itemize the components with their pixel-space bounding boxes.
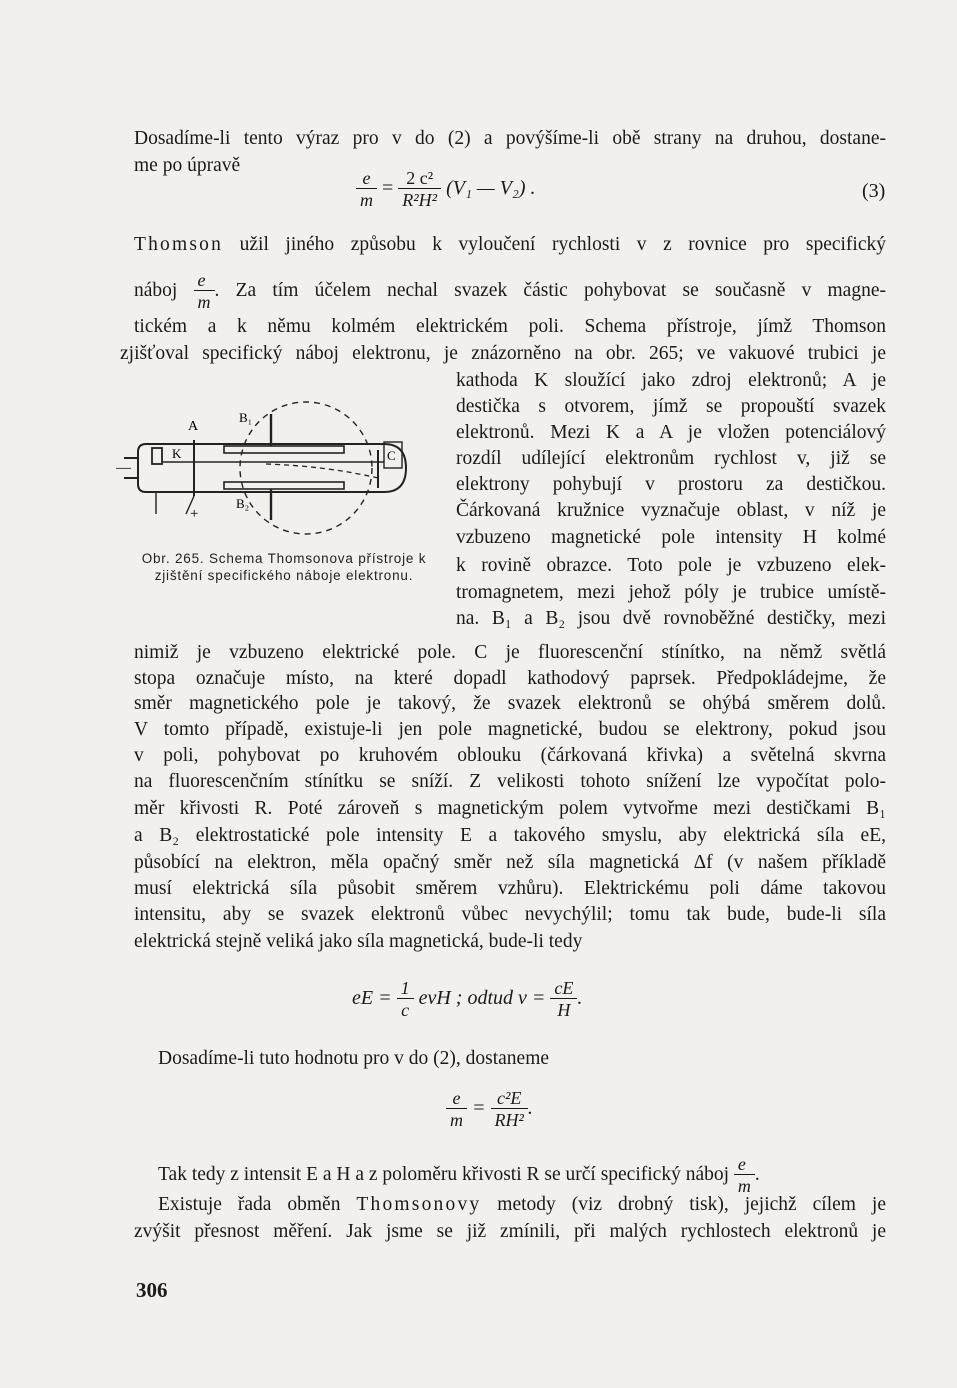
text-line: elektrická stejně veliká jako síla magnetická, bude-li tedy (134, 931, 583, 952)
equation-specific-charge: $\frac{e}{m}$ = $\frac{\text{c²E}}{\text{RH²}}$ . (446, 1088, 533, 1131)
equation-number: (3) (862, 180, 886, 202)
fraction: $\frac{e}{m}$ (194, 270, 215, 313)
magnetic-field-region (240, 402, 372, 534)
text-line: Čárkovaná kružnice vyznačuje oblast, v níž je (456, 500, 886, 521)
text-line: intensitu, aby se svazek elektronů vůbec nevychýlil; tomu tak bude, bude-li síla (134, 904, 886, 925)
fraction: $\frac{1}{c}$ (397, 978, 414, 1021)
fraction: $\frac{\text{2 c²}}{\text{R²H²}}$ (398, 168, 441, 211)
label-b2: B₂ (236, 496, 250, 511)
equation-force-balance: eE = $\frac{1}{c}$ evH ; odtud v = $\frac{cE}{H}$ . (352, 978, 583, 1020)
text-line: tickém a k němu kolmém elektrickém poli. Schema přístroje, jímž Thomson (134, 316, 886, 337)
text-line: v poli, pohybovat po kruhovém oblouku (čárkovaná křivka) a světelná skvrna (134, 745, 886, 766)
label-k: K (172, 446, 182, 461)
thomson-apparatus-diagram (116, 392, 436, 542)
text-line: elektronů. Mezi K a A je vložen potenciálový (456, 422, 886, 443)
text-line: destička s otvorem, jímž se propouští svazek (456, 396, 886, 417)
cathode (152, 448, 162, 464)
text-line: me po úpravě (134, 155, 241, 176)
supply-wires (156, 492, 194, 514)
text-line: Tak tedy z intensit E a H a z poloměru křivosti R se určí specifický náboj $\frac{e}{m}$ . (158, 1154, 760, 1196)
text-line: kathoda K sloužící jako zdroj elektronů; A je (456, 370, 886, 391)
text-line: a B₂ elektrostatické pole intensity E a takového smyslu, aby elektrická síla eE, (134, 825, 886, 846)
text-line: Existuje řada obměn Thomsonovy metody (viz drobný tisk), jejichž cílem je (158, 1194, 886, 1215)
text-line: působící na elektron, měla opačný směr než síla magnetická Δf (v našem příkladě (134, 852, 886, 873)
label-minus: — (116, 460, 131, 476)
text-line: Dosadíme-li tuto hodnotu pro v do (2), dostaneme (158, 1048, 550, 1069)
label-plus: + (190, 506, 199, 522)
text-line: k rovině obrazce. Toto pole je vzbuzeno elek- (456, 555, 886, 576)
text-line: tromagnetem, mezi jehož póly je trubice umístě- (456, 582, 886, 603)
fraction: $\frac{e}{m}$ (446, 1088, 467, 1131)
fraction: $\frac{\text{c²E}}{\text{RH²}}$ (491, 1088, 528, 1131)
text-line: na fluorescenčním stínítku se sníží. Z velikosti tohoto snížení lze vypočítat polo- (134, 771, 886, 792)
text-line: náboj $\frac{e}{m}$ . Za tím účelem nechal svazek částic pohybovat se současně v magne- (134, 270, 886, 312)
text-line: rozdíl udílející elektronům rychlost v, již se (456, 448, 886, 469)
text-line: V tomto případě, existuje-li jen pole magnetické, budou se elektrony, pokud jsou (134, 719, 886, 740)
text-line: stopa označuje místo, na které dopadl kathodový paprsek. Předpokládejme, že (134, 668, 886, 689)
text-line: Thomson užil jiného způsobu k vyloučení rychlosti v z rovnice pro specifický (134, 234, 886, 255)
text-line: měr křivosti R. Poté zároveň s magnetickým polem vytvořme mezi destičkami B₁ (134, 798, 886, 819)
figure-caption: Obr. 265. Schema Thomsonova přístroje k zjištění specifického náboje elektronu. (141, 551, 427, 583)
text-line: musí elektrická síla působit směrem vzhůru). Elektrickému poli dáme takovou (134, 878, 886, 899)
text-line: směr magnetického pole je takový, že svazek elektronů se ohýbá směrem dolů. (134, 693, 886, 714)
deflected-beam-path (266, 464, 378, 478)
fraction: $\frac{cE}{H}$ (550, 978, 577, 1021)
text-line: zvýšit přesnost měření. Jak jsme se již zmínili, při malých rychlostech elektronů je (134, 1221, 886, 1242)
label-b1: B₁ (239, 410, 253, 425)
equation-3: $\frac{e}{m}$ = $\frac{\text{2 c²}}{\text{R²H²}}$ (V₁ — V₂) . (356, 168, 536, 211)
fraction: $\frac{e}{m}$ (356, 168, 377, 211)
page-number: 306 (136, 1278, 168, 1302)
label-c: C (387, 448, 396, 463)
text-line: zjišťoval specifický náboj elektronu, je znázorněno na obr. 265; ve vakuové trubici je (120, 343, 886, 364)
text-line: vzbuzeno magnetické pole intensity H kolmé (456, 527, 886, 548)
text-line: na. B₁ a B₂ jsou dvě rovnoběžné destičky, mezi (456, 608, 886, 629)
text-line: elektrony pohybují v prostoru za destičkou. (456, 474, 886, 495)
label-a: A (188, 419, 199, 434)
text-line: Dosadíme-li tento výraz pro v do (2) a povýšíme-li obě strany na druhou, dostane- (134, 128, 886, 149)
text-line: nimiž je vzbuzeno elektrické pole. C je fluorescenční stínítko, na němž světlá (134, 642, 886, 663)
fraction: $\frac{e}{m}$ (734, 1154, 755, 1197)
